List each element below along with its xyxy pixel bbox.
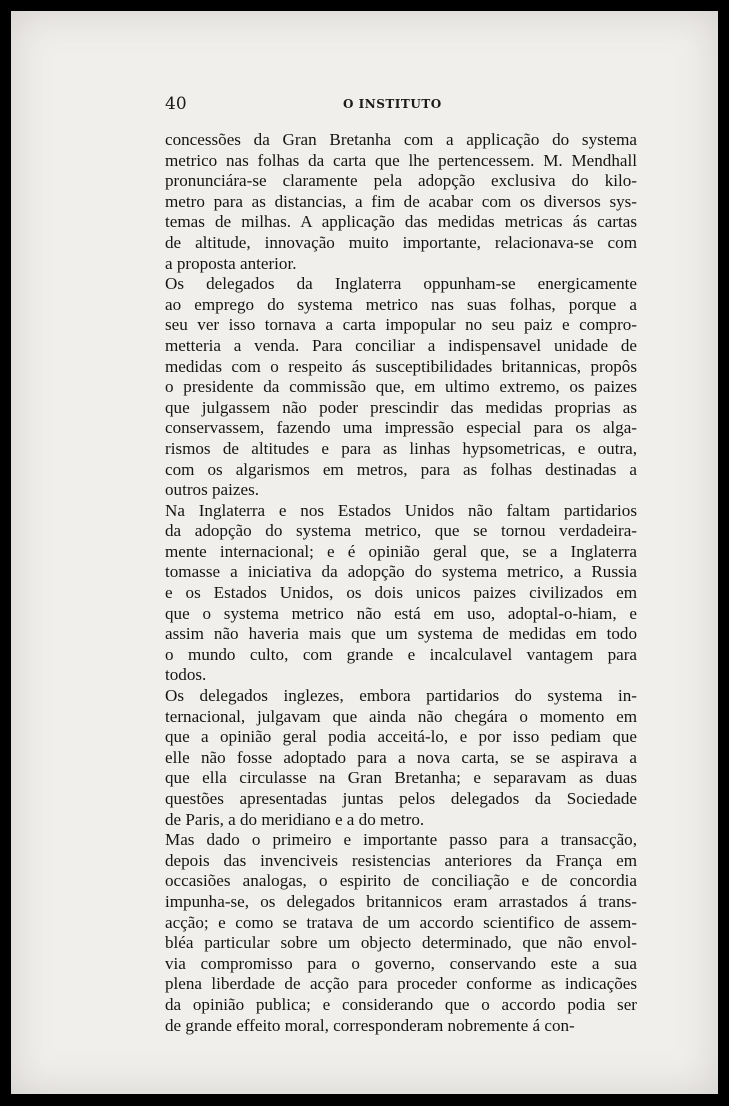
paragraph [165, 130, 637, 274]
text-line: pronunciára-se claramente pela adopção exclusiva do kilo- [165, 171, 637, 191]
paragraph [165, 501, 637, 686]
text-line: depois das invenciveis resistencias anteriores da França em [165, 850, 637, 870]
text-line: plena liberdade de acção para proceder conforme as indicações [165, 974, 637, 994]
text-line: todos. [165, 665, 207, 685]
text-line: outros paizes. [165, 480, 259, 500]
text-line: que ella circulasse na Gran Bretanha; e separavam as duas [165, 768, 637, 788]
text-line: rismos de altitudes e para as linhas hypsometricas, e outra, [165, 438, 637, 458]
text-line: bléa particular sobre um objecto determinado, que não envol- [165, 933, 637, 953]
text-line: de Paris, a do meridiano e a do metro. [165, 809, 425, 829]
body-text [165, 130, 637, 1036]
text-line: o mundo culto, com grande e incalculavel vantagem para [165, 644, 637, 664]
text-line: concessões da Gran Bretanha com a applicação do systema [165, 130, 637, 149]
text-line: conservassem, fazendo uma impressão especial para os alga- [165, 418, 637, 438]
text-line: mente internacional; e é opinião geral que, se a Inglaterra [165, 541, 637, 561]
text-line: medidas com o respeito ás susceptibilidades britannicas, propôs [165, 356, 637, 376]
text-line: Os delegados inglezes, embora partidarios do systema in- [165, 686, 637, 706]
paragraph [165, 830, 637, 1036]
text-line: metro para as distancias, a fim de acabar com os diversos sys- [165, 191, 637, 211]
text-line: elle não fosse adoptado para a nova carta, se se aspirava a [165, 747, 637, 767]
text-line: metteria a venda. Para conciliar a indispensavel unidade de [165, 335, 637, 355]
text-line: seu ver isso tornava a carta impopular no seu paiz e compro- [165, 315, 637, 335]
paragraph [165, 274, 637, 501]
text-line: Mas dado o primeiro e importante passo para a transacção, [165, 830, 637, 850]
text-line: que o systema metrico não está em uso, adoptal-o-hiam, e [165, 603, 637, 623]
text-line: metrico nas folhas da carta que lhe pertencessem. M. Mendhall [165, 150, 637, 170]
text-line: da adopção do systema metrico, que se tornou verdadeira- [165, 521, 637, 541]
text-line: de altitude, innovação muito importante, relacionava-se com [165, 232, 637, 252]
text-line: de grande effeito moral, corresponderam nobremente á con- [165, 1015, 575, 1035]
text-line: occasiões analogas, o espirito de conciliação e de concordia [165, 871, 637, 891]
text-line: o presidente da commissão que, em ultimo extremo, os paizes [165, 377, 637, 397]
text-line: via compromisso para o governo, conservando este a sua [165, 953, 637, 973]
text-line: e os Estados Unidos, os dois unicos paizes civilizados em [165, 583, 637, 603]
page-header [165, 93, 637, 115]
text-line: assim não haveria mais que um systema de medidas em todo [165, 624, 637, 644]
text-line: tomasse a iniciativa da adopção do systema metrico, a Russia [165, 562, 637, 582]
page-number: 40 [165, 94, 187, 114]
text-line: da opinião publica; e considerando que o accordo podia ser [165, 994, 637, 1014]
text-line: impunha-se, os delegados britannicos eram arrastados á trans- [165, 891, 637, 911]
text-line: ternacional, julgavam que ainda não chegára o momento em [165, 706, 637, 726]
text-line: Os delegados da Inglaterra oppunham-se energicamente [165, 274, 637, 294]
text-line: temas de milhas. A applicação das medidas metricas ás cartas [165, 212, 637, 232]
text-line: Na Inglaterra e nos Estados Unidos não faltam partidarios [165, 500, 637, 520]
text-line: que julgassem não poder prescindir das medidas proprias as [165, 397, 637, 417]
running-title: O INSTITUTO [343, 97, 442, 111]
text-line: acção; e como se tratava de um accordo scientifico de assem- [165, 912, 637, 932]
paragraph [165, 686, 637, 830]
text-line: questões apresentadas juntas pelos delegados da Sociedade [165, 789, 637, 808]
text-line: a proposta anterior. [165, 253, 297, 273]
text-line: que a opinião geral podia acceitá-lo, e por isso pediam que [165, 727, 637, 747]
text-line: ao emprego do systema metrico nas suas folhas, porque a [165, 294, 637, 314]
text-line: com os algarismos em metros, para as folhas destinadas a [165, 459, 637, 479]
